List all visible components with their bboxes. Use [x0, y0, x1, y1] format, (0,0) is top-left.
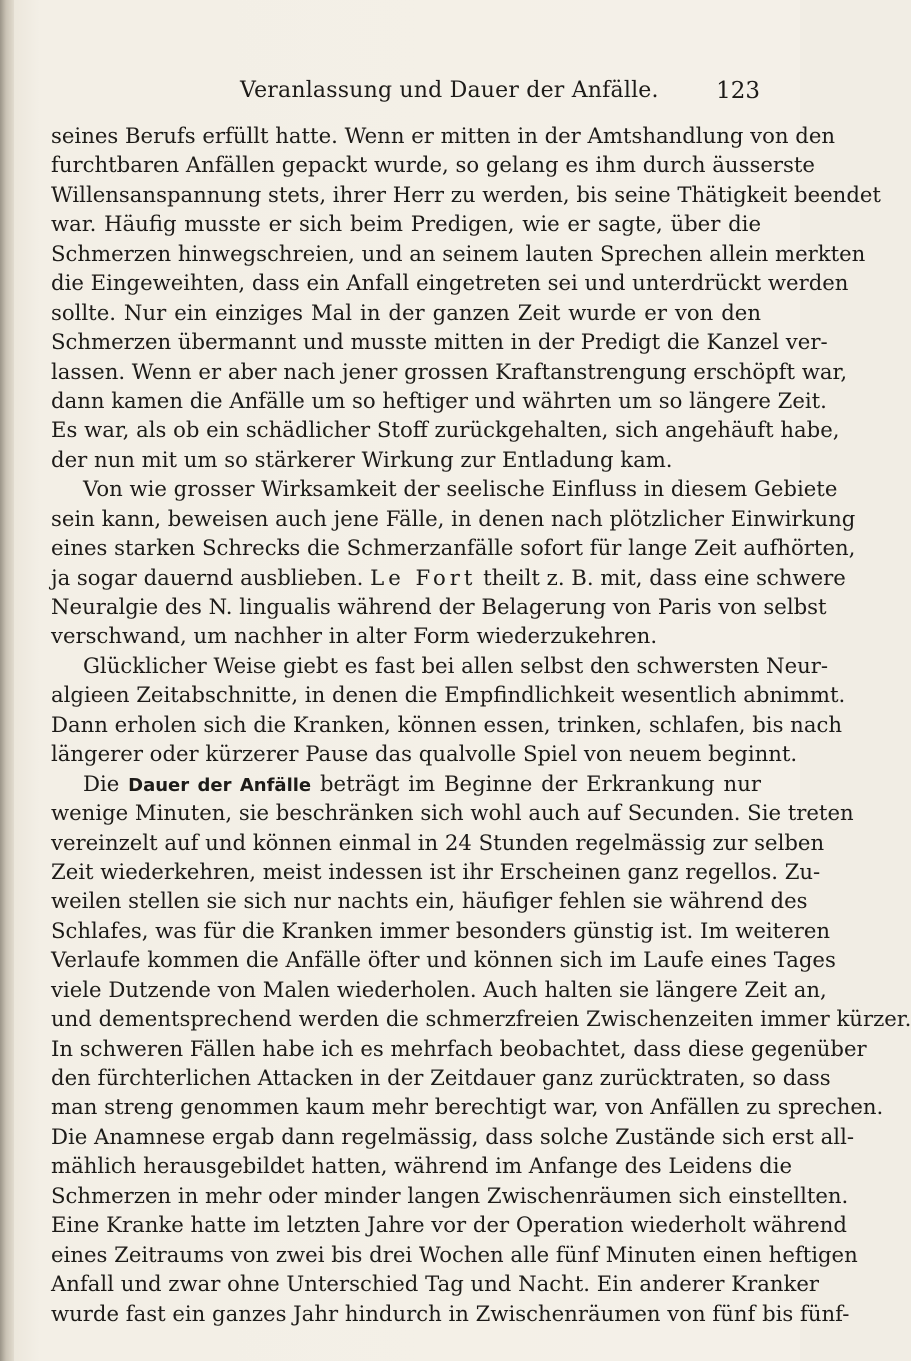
text-line: war. Häufig musste er sich beim Predigen, wie er sagte, über die — [51, 211, 761, 237]
text-line — [51, 769, 761, 798]
text-line: seines Berufs erfüllt hatte. Wenn er mitten in der Amtshandlung von den — [51, 123, 836, 148]
text-line: dann kamen die Anfälle um so heftiger und währten um so längere Zeit. — [51, 387, 827, 413]
text-line: Schmerzen übermannt und musste mitten in der Predigt die Kanzel ver- — [51, 329, 828, 355]
running-title: Veranlassung und Dauer der Anfälle. — [240, 78, 659, 103]
text-line: Willensanspannung stets, ihrer Herr zu werden, bis seine Thätigkeit beendet — [51, 181, 881, 207]
text-line: Verlaufe kommen die Anfälle öfter und können sich im Laufe eines Tages — [51, 947, 836, 973]
text-line: Schmerzen hinwegschreien, und an seinem lauten Sprechen allein merkten — [51, 240, 866, 266]
text-line: wurde fast ein ganzes Jahr hindurch in Zwischenräumen von fünf bis fünf- — [51, 1300, 850, 1326]
text-line: algieen Zeitabschnitte, in denen die Empfindlichkeit wesentlich abnimmt. — [51, 682, 846, 708]
text-line: eines Zeitraums von zwei bis drei Wochen alle fünf Minuten einen heftigen — [51, 1241, 858, 1267]
text-line: sollte. Nur ein einziges Mal in der ganzen Zeit wurde er von den — [51, 299, 761, 325]
page-gutter-shadow — [0, 0, 14, 1361]
text-fragment: beträgt im Beginne der Erkrankung nur — [319, 770, 761, 796]
text-line: sein kann, beweisen auch jene Fälle, in denen nach plötzlicher Einwirkung — [51, 505, 856, 531]
text-line: Glücklicher Weise giebt es fast bei allen selbst den schwersten Neur- — [83, 652, 829, 678]
author-name-spaced: Le Fort — [370, 564, 477, 590]
text-fragment: ja sogar dauernd ausblieben. — [51, 564, 364, 590]
text-fragment: theilt z. B. mit, dass eine schwere — [483, 564, 846, 590]
text-line: Zeit wiederkehren, meist indessen ist ihr Erscheinen ganz regellos. Zu- — [51, 858, 821, 884]
text-line: man streng genommen kaum mehr berechtigt war, von Anfällen zu sprechen. — [51, 1094, 884, 1120]
text-line: Anfall und zwar ohne Unterschied Tag und Nacht. Ein anderer Kranker — [51, 1271, 820, 1297]
text-line: In schweren Fällen habe ich es mehrfach beobachtet, dass diese gegenüber — [51, 1035, 867, 1061]
text-line: der nun mit um so stärkerer Wirkung zur Entladung kam. — [51, 446, 673, 472]
text-line — [51, 563, 846, 592]
text-fragment: Die — [83, 770, 120, 796]
text-line: und dementsprechend werden die schmerzfreien Zwischenzeiten immer kürzer. — [51, 1006, 911, 1032]
text-line: Die Anamnese ergab dann regelmässig, dass solche Zustände sich erst all- — [51, 1123, 855, 1149]
text-line: längerer oder kürzerer Pause das qualvolle Spiel von neuem beginnt. — [51, 741, 798, 767]
text-line: Es war, als ob ein schädlicher Stoff zurückgehalten, sich angehäuft habe, — [51, 417, 840, 443]
text-line: viele Dutzende von Malen wiederholen. Auch halten sie längere Zeit an, — [51, 976, 827, 1002]
text-line: Schmerzen in mehr oder minder langen Zwischenräumen sich einstellten. — [51, 1182, 849, 1208]
text-line: Eine Kranke hatte im letzten Jahre vor der Operation wiederholt während — [51, 1212, 847, 1238]
body-text — [51, 121, 911, 1328]
section-keyword: Dauer der Anfälle — [128, 774, 312, 796]
text-line: Schlafes, was für die Kranken immer besonders günstig ist. Im weiteren — [51, 917, 831, 943]
text-line: den fürchterlichen Attacken in der Zeitdauer ganz zurücktraten, so dass — [51, 1065, 831, 1090]
text-line: mählich herausgebildet hatten, während im Anfange des Leidens die — [51, 1153, 793, 1179]
text-line: wenige Minuten, sie beschränken sich wohl auch auf Secunden. Sie treten — [51, 800, 854, 826]
text-line: Neuralgie des N. lingualis während der Belagerung von Paris von selbst — [51, 594, 827, 619]
text-line: Dann erholen sich die Kranken, können essen, trinken, schlafen, bis nach — [51, 711, 842, 737]
text-line: eines starken Schrecks die Schmerzanfälle sofort für lange Zeit aufhörten, — [51, 535, 856, 561]
text-line: Von wie grosser Wirksamkeit der seelische Einfluss in diesem Gebiete — [83, 476, 838, 502]
text-line: die Eingeweihten, dass ein Anfall eingetreten sei und unterdrückt werden — [51, 270, 849, 296]
page-number: 123 — [716, 78, 760, 104]
running-head — [240, 78, 760, 112]
text-line: furchtbaren Anfällen gepackt wurde, so gelang es ihm durch äusserste — [51, 152, 815, 178]
text-line: verschwand, um nachher in alter Form wiederzukehren. — [51, 623, 658, 649]
text-line: lassen. Wenn er aber nach jener grossen Kraftanstrengung erschöpft war, — [51, 358, 848, 384]
text-line: weilen stellen sie sich nur nachts ein, häufiger fehlen sie während des — [51, 888, 808, 914]
text-line: vereinzelt auf und können einmal in 24 Stunden regelmässig zur selben — [51, 829, 825, 855]
